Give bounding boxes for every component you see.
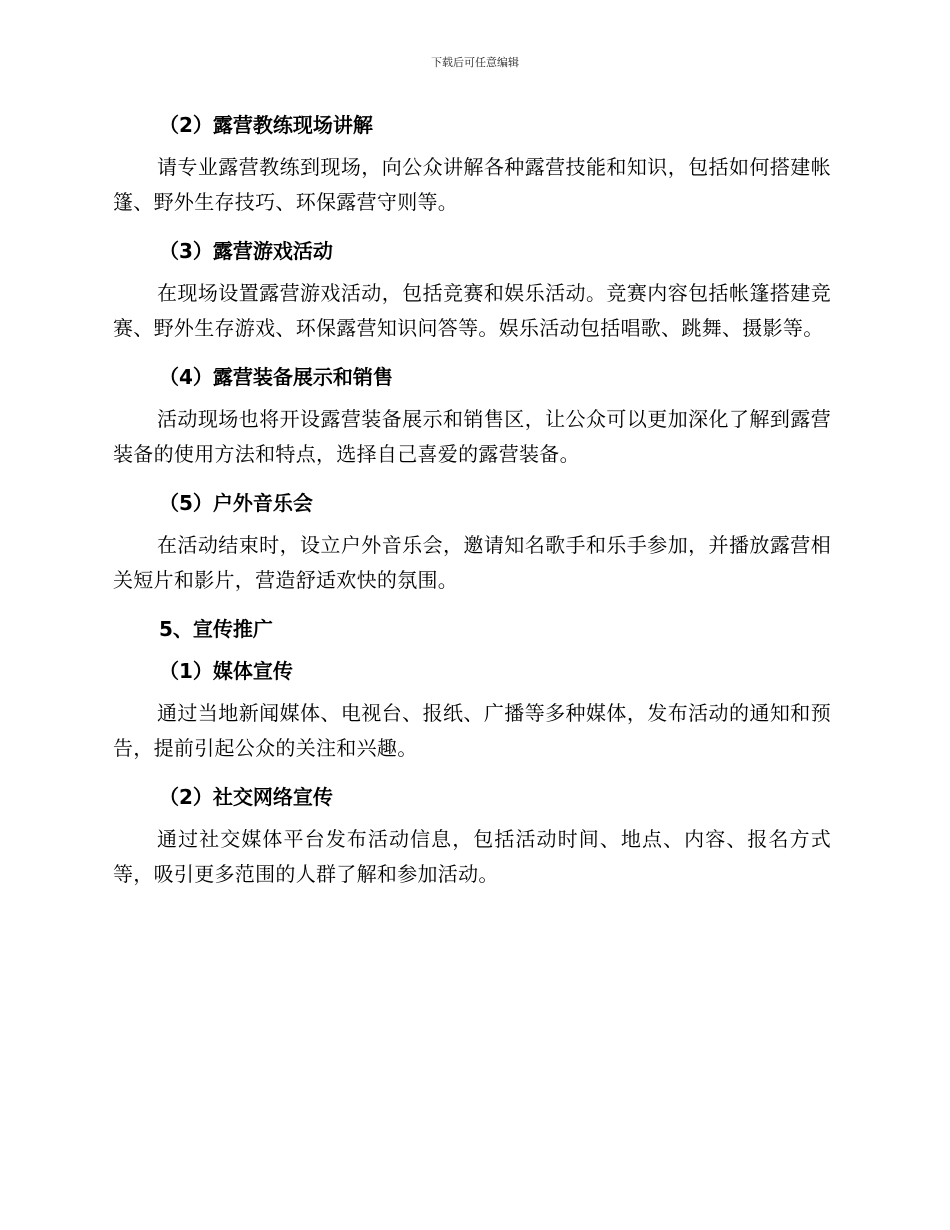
section-heading-promotion: 5、宣传推广 <box>159 617 273 641</box>
section-heading-concert: （5）户外音乐会 <box>159 491 313 515</box>
section-heading-media: （1）媒体宣传 <box>159 659 293 683</box>
section-heading-social: （2）社交网络宣传 <box>159 785 333 809</box>
page-header: 下载后可任意编辑 <box>431 56 519 69</box>
section-body-concert: 在活动结束时，设立户外音乐会，邀请知名歌手和乐手参加，并播放露营相关短片和影片，营造舒适欢快的氛围。 <box>113 533 831 592</box>
section-body-media: 通过当地新闻媒体、电视台、报纸、广播等多种媒体，发布活动的通知和预告，提前引起公众的关注和兴趣。 <box>113 701 831 760</box>
document-body <box>113 108 831 906</box>
section-body-equipment: 活动现场也将开设露营装备展示和销售区，让公众可以更加深化了解到露营装备的使用方法和特点，选择自己喜爱的露营装备。 <box>113 407 831 466</box>
section-body-games: 在现场设置露营游戏活动，包括竞赛和娱乐活动。竞赛内容包括帐篷搭建竞赛、野外生存游戏、环保露营知识问答等。娱乐活动包括唱歌、跳舞、摄影等。 <box>113 281 831 340</box>
section-body-social: 通过社交媒体平台发布活动信息，包括活动时间、地点、内容、报名方式等，吸引更多范围的人群了解和参加活动。 <box>113 827 831 886</box>
section-heading-games: （3）露营游戏活动 <box>159 239 333 263</box>
section-heading-coach: （2）露营教练现场讲解 <box>159 113 373 137</box>
section-heading-equipment: （4）露营装备展示和销售 <box>159 365 393 389</box>
section-body-coach: 请专业露营教练到现场，向公众讲解各种露营技能和知识，包括如何搭建帐篷、野外生存技巧、环保露营守则等。 <box>113 155 831 214</box>
